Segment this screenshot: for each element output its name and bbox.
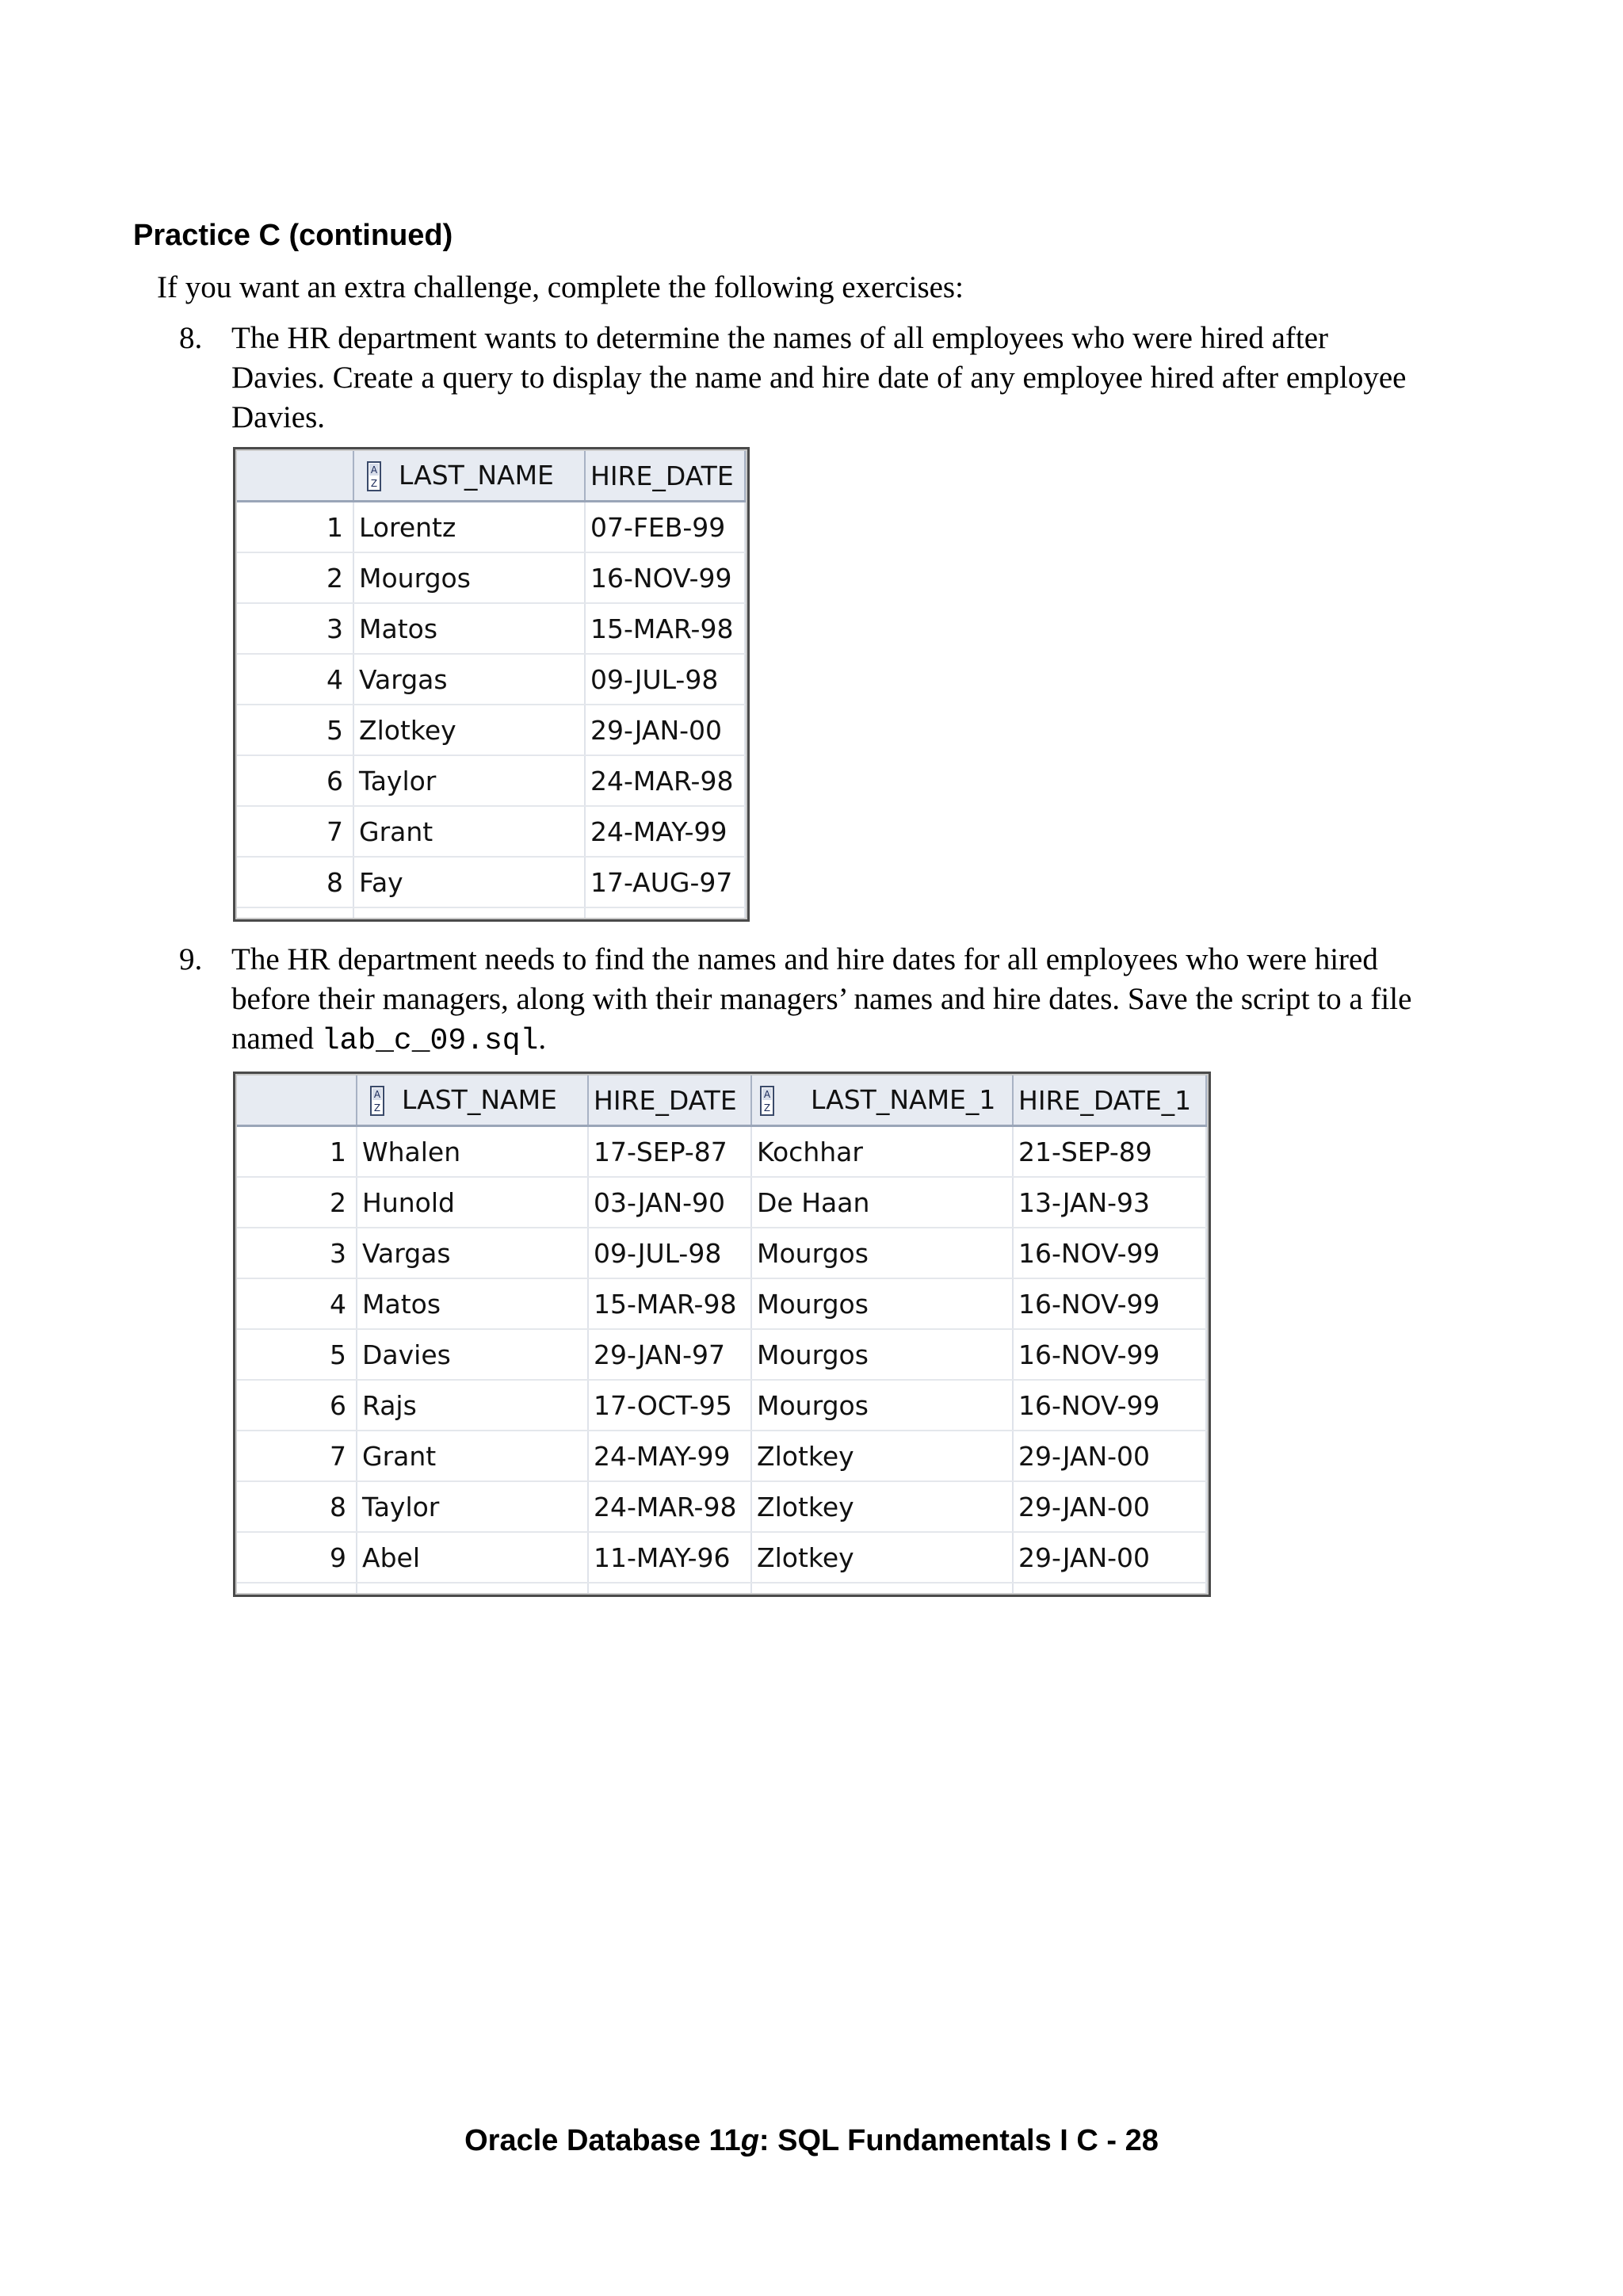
corner-header (237, 451, 353, 502)
table-row[interactable] (237, 1329, 1206, 1380)
table-cell[interactable]: Vargas (353, 654, 585, 705)
table-cell[interactable]: 17-AUG-97 (585, 857, 745, 907)
table-row[interactable] (237, 1380, 1206, 1431)
row-number: 7 (237, 806, 353, 857)
table-cell[interactable]: Matos (353, 603, 585, 654)
table-cell[interactable]: Rajs (357, 1380, 588, 1431)
column-header-label: HIRE_DATE (594, 1084, 737, 1116)
table-cell[interactable]: 15-MAR-98 (588, 1278, 751, 1329)
line-prefix: named (231, 1022, 322, 1056)
exercise-line: Davies. Create a query to display the name and hire date of any employee hired after employee (231, 361, 1407, 395)
padding-cell (353, 907, 585, 918)
footer-title: Oracle Database 11 (464, 2124, 741, 2157)
table-row[interactable] (237, 1228, 1206, 1278)
row-number: 2 (237, 552, 353, 603)
row-number: 8 (237, 1481, 357, 1532)
table-cell[interactable]: Lorentz (353, 502, 585, 553)
exercise-line: The HR department needs to find the names and hire dates for all employees who were hired (231, 942, 1378, 976)
row-number: 6 (237, 1380, 357, 1431)
table-cell[interactable]: Mourgos (751, 1380, 1013, 1431)
row-number: 3 (237, 603, 353, 654)
row-number: 2 (237, 1177, 357, 1228)
column-header-last-name-1[interactable] (751, 1075, 1013, 1126)
table-cell[interactable]: Davies (357, 1329, 588, 1380)
row-number: 9 (237, 1532, 357, 1583)
table-cell[interactable]: 29-JAN-00 (585, 705, 745, 755)
table-row[interactable] (237, 1278, 1206, 1329)
padding-cell (588, 1583, 751, 1593)
exercise-line: Davies. (231, 400, 326, 434)
table-cell[interactable]: 24-MAR-98 (585, 755, 745, 806)
row-number: 8 (237, 857, 353, 907)
svg-text:A: A (370, 464, 378, 476)
script-filename: lab_c_09.sql (321, 1024, 539, 1058)
table-cell[interactable]: 11-MAY-96 (588, 1532, 751, 1583)
column-header-hire-date[interactable] (585, 451, 745, 502)
svg-text:Z: Z (373, 1102, 381, 1114)
table-cell[interactable]: 21-SEP-89 (1013, 1126, 1206, 1178)
grid-bottom-padding (237, 907, 745, 918)
table-cell[interactable]: Grant (353, 806, 585, 857)
table-cell[interactable]: Whalen (357, 1126, 588, 1178)
exercise-number: 8. (179, 321, 203, 355)
grid-bottom-padding (237, 1583, 1206, 1593)
table-row[interactable] (237, 1532, 1206, 1583)
table-cell[interactable]: 15-MAR-98 (585, 603, 745, 654)
padding-cell (1013, 1583, 1206, 1593)
table-row[interactable] (237, 654, 745, 705)
column-header-label: HIRE_DATE_1 (1018, 1084, 1192, 1116)
table-row[interactable] (237, 857, 745, 907)
exercise-line: The HR department wants to determine the names of all employees who were hired after (231, 321, 1329, 355)
table-cell[interactable]: 24-MAY-99 (585, 806, 745, 857)
table-cell[interactable]: Mourgos (751, 1329, 1013, 1380)
table-cell[interactable]: 16-NOV-99 (1013, 1380, 1206, 1431)
table-cell[interactable]: Mourgos (353, 552, 585, 603)
padding-cell (585, 907, 745, 918)
table-cell[interactable]: 16-NOV-99 (1013, 1228, 1206, 1278)
table-cell[interactable]: Matos (357, 1278, 588, 1329)
sort-az-icon[interactable] (367, 461, 381, 491)
exercise-8 (179, 319, 1510, 437)
table-row[interactable] (237, 552, 745, 603)
table-cell[interactable]: Kochhar (751, 1126, 1013, 1178)
table-cell[interactable]: 16-NOV-99 (1013, 1278, 1206, 1329)
table-cell[interactable]: 24-MAR-98 (588, 1481, 751, 1532)
table-cell[interactable]: Vargas (357, 1228, 588, 1278)
table-cell[interactable]: Taylor (357, 1481, 588, 1532)
table-cell[interactable]: 29-JAN-00 (1013, 1431, 1206, 1481)
intro-text: If you want an extra challenge, complete the following exercises: (157, 270, 964, 304)
table-row[interactable] (237, 1431, 1206, 1481)
table-cell[interactable]: 17-OCT-95 (588, 1380, 751, 1431)
table-row[interactable] (237, 502, 745, 553)
column-header-hire-date[interactable] (588, 1075, 751, 1126)
table-cell[interactable]: 29-JAN-00 (1013, 1532, 1206, 1583)
row-number: 4 (237, 1278, 357, 1329)
column-header-last-name[interactable] (357, 1075, 588, 1126)
table-cell[interactable]: 16-NOV-99 (1013, 1329, 1206, 1380)
results-grid-2 (233, 1072, 1211, 1597)
table-cell[interactable]: Mourgos (751, 1228, 1013, 1278)
table-row[interactable] (237, 755, 745, 806)
page-heading: Practice C (continued) (133, 219, 453, 252)
table-row[interactable] (237, 1126, 1206, 1178)
footer-title-italic: g (740, 2124, 759, 2157)
padding-cell (751, 1583, 1013, 1593)
column-header-last-name[interactable] (353, 451, 585, 502)
column-header-label: LAST_NAME (399, 459, 554, 491)
svg-text:A: A (763, 1089, 771, 1101)
table-cell[interactable]: 29-JAN-00 (1013, 1481, 1206, 1532)
svg-text:Z: Z (370, 478, 378, 490)
table-cell[interactable]: Zlotkey (353, 705, 585, 755)
column-header-hire-date-1[interactable] (1013, 1075, 1206, 1126)
table-cell[interactable]: 29-JAN-97 (588, 1329, 751, 1380)
table-row[interactable] (237, 603, 745, 654)
sort-az-icon[interactable] (370, 1086, 384, 1116)
svg-text:Z: Z (763, 1102, 771, 1114)
table-cell[interactable]: Hunold (357, 1177, 588, 1228)
row-number: 1 (237, 502, 353, 553)
row-number: 5 (237, 705, 353, 755)
row-number: 5 (237, 1329, 357, 1380)
table-cell[interactable]: Taylor (353, 755, 585, 806)
page-footer (0, 2124, 1623, 2158)
line-suffix: . (538, 1022, 547, 1056)
footer-page: : SQL Fundamentals I C - 28 (758, 2124, 1159, 2157)
table-cell[interactable]: 03-JAN-90 (588, 1177, 751, 1228)
exercise-9 (179, 940, 1510, 1061)
table-cell[interactable]: De Haan (751, 1177, 1013, 1228)
table-cell[interactable]: Zlotkey (751, 1481, 1013, 1532)
table-cell[interactable]: Abel (357, 1532, 588, 1583)
table-row[interactable] (237, 1177, 1206, 1228)
table-cell[interactable]: 09-JUL-98 (585, 654, 745, 705)
column-header-label: LAST_NAME_1 (811, 1083, 996, 1115)
table-cell[interactable]: Zlotkey (751, 1431, 1013, 1481)
padding-cell (237, 1583, 357, 1593)
table-cell[interactable]: Grant (357, 1431, 588, 1481)
table-cell[interactable]: 17-SEP-87 (588, 1126, 751, 1178)
table-cell[interactable]: Mourgos (751, 1278, 1013, 1329)
sort-az-icon[interactable] (760, 1086, 774, 1116)
table-cell[interactable]: 24-MAY-99 (588, 1431, 751, 1481)
table-row[interactable] (237, 1481, 1206, 1532)
results-grid-1 (233, 447, 750, 922)
table-row[interactable] (237, 806, 745, 857)
table-cell[interactable]: Zlotkey (751, 1532, 1013, 1583)
column-header-label: LAST_NAME (402, 1083, 557, 1115)
exercise-line: before their managers, along with their managers’ names and hire dates. Save the script to a file (231, 982, 1412, 1016)
column-header-label: HIRE_DATE (590, 460, 734, 491)
row-number: 6 (237, 755, 353, 806)
table-cell[interactable]: 07-FEB-99 (585, 502, 745, 553)
table-cell[interactable]: 16-NOV-99 (585, 552, 745, 603)
row-number: 7 (237, 1431, 357, 1481)
padding-cell (357, 1583, 588, 1593)
padding-cell (237, 907, 353, 918)
corner-header (237, 1075, 357, 1126)
table-row[interactable] (237, 705, 745, 755)
row-number: 1 (237, 1126, 357, 1178)
table-cell[interactable]: 09-JUL-98 (588, 1228, 751, 1278)
exercise-number: 9. (179, 942, 203, 976)
table-cell[interactable]: Fay (353, 857, 585, 907)
table-cell[interactable]: 13-JAN-93 (1013, 1177, 1206, 1228)
row-number: 4 (237, 654, 353, 705)
exercise-line (231, 1019, 1510, 1061)
svg-text:A: A (373, 1089, 381, 1101)
row-number: 3 (237, 1228, 357, 1278)
